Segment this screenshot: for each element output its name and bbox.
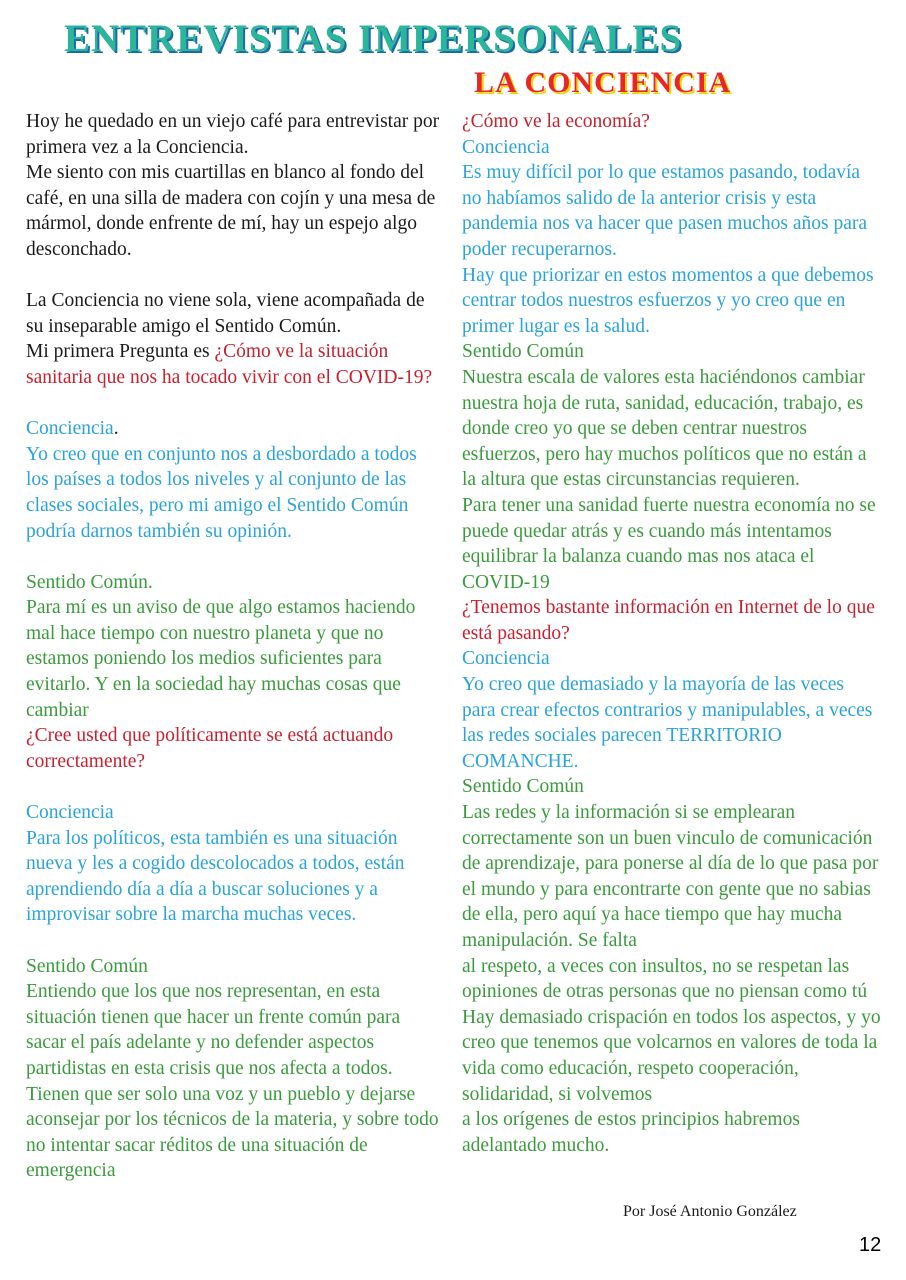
spacer bbox=[26, 391, 444, 417]
page-title: ENTREVISTAS IMPERSONALES bbox=[64, 17, 683, 60]
spacer bbox=[26, 263, 444, 289]
intro-with-question bbox=[26, 288, 444, 390]
speaker-sentido-comun: Sentido Común. bbox=[26, 571, 153, 593]
question-text: ¿Cree usted que políticamente se está actuando correctamente? bbox=[26, 725, 394, 772]
right-column bbox=[462, 109, 882, 1158]
left-column bbox=[26, 109, 444, 1184]
question-text: ¿Tenemos bastante información en Internet de lo que está pasando? bbox=[462, 597, 875, 644]
speaker-sentido-comun: Sentido Común bbox=[462, 341, 584, 363]
answer-conciencia: Yo creo que en conjunto nos a desbordado a todos los países a todos los niveles y al conjunto de las clases sociales, pero mi amigo el Sentido Común podría darnos también su opinión. bbox=[26, 443, 417, 542]
spacer bbox=[26, 544, 444, 570]
speaker-conciencia: Conciencia bbox=[462, 136, 550, 158]
page-number: 12 bbox=[859, 1234, 882, 1256]
spacer bbox=[26, 928, 444, 954]
spacer bbox=[26, 774, 444, 800]
author-byline: Por José Antonio González bbox=[623, 1203, 797, 1220]
intro-text: La Conciencia no viene sola, viene acompañada de su inseparable amigo el Sentido Común. Mi primera Pregunta es bbox=[26, 290, 425, 363]
speaker-label bbox=[26, 416, 444, 442]
answer-conciencia: Para los políticos, esta también es una situación nueva y les a cogido descolocados a todos, están aprendiendo día a día a buscar soluciones y a improvisar sobre la marcha muchas veces. bbox=[26, 827, 405, 926]
answer-sentido-comun: Para mí es un aviso de que algo estamos haciendo mal hace tiempo con nuestro planeta y que no estamos poniendo los medios suficientes para evitarlo. Y en la sociedad hay muchas cosas que cambiar bbox=[26, 597, 416, 721]
punctuation: . bbox=[113, 418, 119, 440]
answer-sentido-comun: Nuestra escala de valores esta haciéndonos cambiar nuestra hoja de ruta, sanidad, educación, trabajo, es donde creo yo que se deben centrar nuestros esfuerzos, pero hay muchos políticos que no están a la altura que estas circunstancias requieren. Para tener una sanidad fuerte nuestra economía no se puede quedar atrás y es cuando más intentamos equilibrar la balanza cuando mas nos ataca el COVID-19 bbox=[462, 366, 876, 593]
page-subtitle: LA CONCIENCIA bbox=[474, 66, 732, 99]
answer-conciencia: Es muy difícil por lo que estamos pasando, todavía no habíamos salido de la anterior crisis y esta pandemia nos va hacer que pasen muchos años para poder recuperarnos. Hay que priorizar en estos momentos a que debemos centrar todos nuestros esfuerzos y yo creo que en primer lugar es la salud. bbox=[462, 162, 874, 337]
speaker-conciencia: Conciencia bbox=[462, 648, 550, 670]
answer-sentido-comun: Las redes y la información si se emplearan correctamente son un buen vinculo de comunicación de aprendizaje, para ponerse al día de lo que pasa por el mundo y para encontrarte con gente que no sabias de ella, pero aquí ya hace tiempo que hay mucha manipulación. Se falta al respeto, a veces con insultos, no se respetan las opiniones de otras personas que no piensan como tú Hay demasiado crispación en todos los aspectos, y yo creo que tenemos que volcarnos en valores de toda la vida como educación, respeto cooperación, solidaridad, si volvemos a los orígenes de estos principios habremos adelantado mucho. bbox=[462, 802, 881, 1156]
speaker-sentido-comun: Sentido Común bbox=[462, 776, 584, 798]
question-text: ¿Cómo ve la situación sanitaria que nos ha tocado vivir con el COVID-19? bbox=[26, 341, 433, 388]
speaker-conciencia: Conciencia bbox=[26, 418, 114, 440]
question-text: ¿Cómo ve la economía? bbox=[462, 111, 650, 132]
answer-sentido-comun: Entiendo que los que nos representan, en esta situación tienen que hacer un frente común para sacar el país adelante y no defender aspectos partidistas en esta crisis que nos afecta a todos. Tienen que ser solo una voz y un pueblo y dejarse aconsejar por los técnicos de la materia, y sobre todo no intentar sacar réditos de una situación de emergencia bbox=[26, 981, 439, 1182]
answer-conciencia: Yo creo que demasiado y la mayoría de las veces para crear efectos contrarios y manipulables, a veces las redes sociales parecen TERRITORIO COMANCHE. bbox=[462, 674, 873, 772]
speaker-sentido-comun: Sentido Común bbox=[26, 955, 148, 977]
speaker-conciencia: Conciencia bbox=[26, 802, 114, 824]
intro-paragraph: Hoy he quedado en un viejo café para entrevistar por primera vez a la Conciencia. Me siento con mis cuartillas en blanco al fondo del café, en una silla de madera con cojín y una mesa de mármol, donde enfrente de mí, hay un espejo algo desconchado. bbox=[26, 111, 440, 260]
